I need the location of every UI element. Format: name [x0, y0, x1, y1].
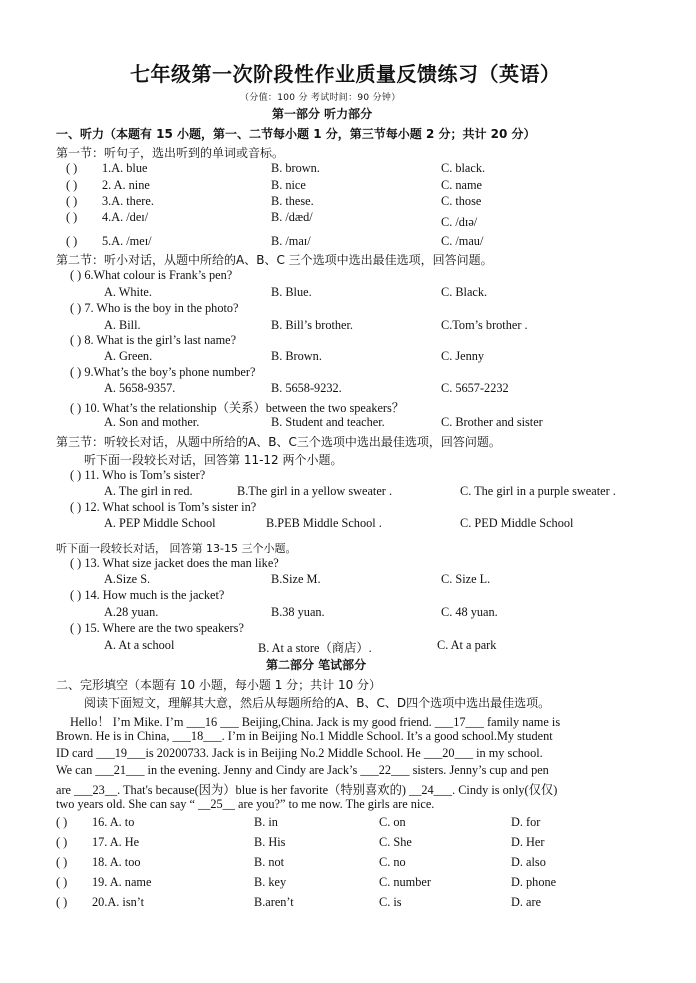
question-text: ( ) 11. Who is Tom’s sister? [70, 468, 206, 482]
option-c: C. The girl in a purple sweater . [460, 484, 616, 498]
passage-line: two years old. She can say “ __25__ are you?” to me now. The girls are nice. [56, 797, 435, 811]
option-b: B. brown. [271, 161, 320, 175]
option-a: 16. A. to [92, 815, 135, 829]
section3-intro-2: 听下面一段较长对话， 回答第 13-15 三个小题。 [56, 542, 297, 555]
option-b: B.The girl in a yellow sweater . [237, 484, 393, 498]
option-b: B. His [254, 835, 286, 849]
option-a: 5.A. /meɪ/ [102, 234, 152, 248]
option-a: A.28 yuan. [104, 605, 159, 619]
option-b: B. Student and teacher. [271, 415, 385, 429]
option-a: A. 5658-9357. [104, 381, 176, 395]
option-b: B. Bill’s brother. [271, 318, 353, 332]
question-text: ( ) 8. What is the girl’s last name? [70, 333, 237, 347]
option-a: A. Green. [104, 349, 153, 363]
answer-paren[interactable]: ( ) [66, 234, 78, 248]
question-text: ( ) 13. What size jacket does the man like? [70, 556, 279, 570]
answer-paren[interactable]: ( ) [66, 178, 78, 192]
option-a: A. White. [104, 285, 152, 299]
answer-paren[interactable]: ( ) [56, 815, 68, 829]
option-a: 3.A. there. [102, 194, 154, 208]
option-b: B. Brown. [271, 349, 322, 363]
question-text: ( ) 9.What’s the boy’s phone number? [70, 365, 256, 379]
option-a: 19. A. name [92, 875, 152, 889]
option-b: B. 5658-9232. [271, 381, 342, 395]
option-b: B. nice [271, 178, 306, 192]
option-c: C. Jenny [441, 349, 485, 363]
answer-paren[interactable]: ( ) [56, 875, 68, 889]
option-c: C. 48 yuan. [441, 605, 498, 619]
option-b: B. not [254, 855, 285, 869]
answer-paren[interactable]: ( ) [66, 210, 78, 224]
section3-intro-1: 听下面一段较长对话，回答第 11-12 两个小题。 [84, 453, 343, 467]
option-b: B.PEB Middle School . [266, 516, 382, 530]
option-b: B.aren’t [254, 895, 294, 909]
option-c: C. those [441, 194, 482, 208]
option-c: C. number [379, 875, 431, 889]
option-b: B. key [254, 875, 287, 889]
option-b: B. /dæd/ [271, 210, 313, 224]
passage-line: We can ___21___ in the evening. Jenny and Cindy are Jack’s ___22___ sisters. Jenny’s cup and pen [56, 763, 549, 777]
option-c: C. 5657-2232 [441, 381, 509, 395]
section3-instruction: 第三节：听较长对话，从题中所给的A、B、C三个选项中选出最佳选项，回答问题。 [56, 435, 501, 449]
page-title: 七年级第一次阶段性作业质量反馈练习（英语） [130, 64, 561, 86]
option-c: C. Brother and sister [441, 415, 543, 429]
option-a: 4.A. /deɪ/ [102, 210, 149, 224]
option-a: 17. A. He [92, 835, 140, 849]
option-b: B. /maɪ/ [271, 234, 311, 248]
option-b: B. these. [271, 194, 314, 208]
answer-paren[interactable]: ( ) [56, 855, 68, 869]
option-a: 18. A. too [92, 855, 141, 869]
option-a: A. At a school [104, 638, 175, 652]
option-a: A. PEP Middle School [104, 516, 216, 530]
option-d: D. also [511, 855, 546, 869]
passage-line: Brown. He is in China, ___18___. I’m in Beijing No.1 Middle School. It’s a good school.My student [56, 729, 553, 743]
passage-line: are ___23__. That's because(因为）blue is her favorite（特别喜欢的) __24___. Cindy is only(仅仅) [56, 783, 558, 797]
option-c: C. name [441, 178, 482, 192]
option-c: C. /dɪə/ [441, 215, 478, 229]
option-a: A. Bill. [104, 318, 141, 332]
question-text: ( ) 12. What school is Tom’s sister in? [70, 500, 257, 514]
option-b: B.Size M. [271, 572, 321, 586]
cloze-instruction: 阅读下面短文，理解其大意，然后从每题所给的A、B、C、D四个选项中选出最佳选项。 [84, 696, 551, 710]
option-b: B.38 yuan. [271, 605, 325, 619]
passage-line: Hello！ I’m Mike. I’m ___16 ___ Beijing,China. Jack is my good friend. ___17___ family name is [70, 715, 561, 729]
option-a: A. The girl in red. [104, 484, 193, 498]
section2-instruction: 第二节：听小对话，从题中所给的A、B、C 三个选项中选出最佳选项，回答问题。 [56, 253, 493, 267]
option-c: C.Tom’s brother . [441, 318, 528, 332]
question-text: ( ) 14. How much is the jacket? [70, 588, 225, 602]
option-a: 1.A. blue [102, 161, 148, 175]
section1-instruction: 第一节：听句子，选出听到的单词或音标。 [56, 146, 285, 160]
question-text: ( ) 7. Who is the boy in the photo? [70, 301, 239, 315]
option-a: A.Size S. [104, 572, 151, 586]
option-c: C. Size L. [441, 572, 491, 586]
option-b: B. Blue. [271, 285, 312, 299]
answer-paren[interactable]: ( ) [66, 194, 78, 208]
option-c: C. She [379, 835, 412, 849]
option-c: C. is [379, 895, 402, 909]
answer-paren[interactable]: ( ) [56, 895, 68, 909]
answer-paren[interactable]: ( ) [56, 835, 68, 849]
option-c: C. /mau/ [441, 234, 484, 248]
question-text: ( ) 15. Where are the two speakers? [70, 621, 244, 635]
option-a: A. Son and mother. [104, 415, 200, 429]
option-c: C. At a park [437, 638, 497, 652]
passage-line: ID card ___19___is 20200733. Jack is in Beijing No.2 Middle School. He ___20___ in my school. [56, 746, 543, 760]
listening-heading: 一、听力（本题有 15 小题，第一、二节每小题 1 分，第三节每小题 2 分；共计 20 分） [56, 127, 536, 141]
option-c: C. Black. [441, 285, 488, 299]
option-c: C. PED Middle School [460, 516, 574, 530]
option-a: 20.A. isn’t [92, 895, 145, 909]
option-a: 2. A. nine [102, 178, 150, 192]
option-b: B. in [254, 815, 278, 829]
option-d: D. phone [511, 875, 557, 889]
question-text: ( ) 10. What’s the relationship（关系）between the two speakers？ [70, 401, 405, 415]
option-d: D. for [511, 815, 541, 829]
question-text: ( ) 6.What colour is Frank’s pen? [70, 268, 233, 282]
option-c: C. on [379, 815, 406, 829]
option-c: C. no [379, 855, 406, 869]
option-d: D. are [511, 895, 542, 909]
part2-heading: 第二部分 笔试部分 [266, 658, 367, 672]
score-time-info: （分值：100 分 考试时间：90 分钟） [240, 93, 401, 103]
cloze-heading: 二、完形填空（本题有 10 小题，每小题 1 分；共计 10 分） [56, 678, 382, 692]
option-b: B. At a store（商店）. [258, 641, 372, 655]
option-d: D. Her [511, 835, 545, 849]
option-c: C. black. [441, 161, 486, 175]
answer-paren[interactable]: ( ) [66, 161, 78, 175]
part1-heading: 第一部分 听力部分 [272, 107, 373, 121]
